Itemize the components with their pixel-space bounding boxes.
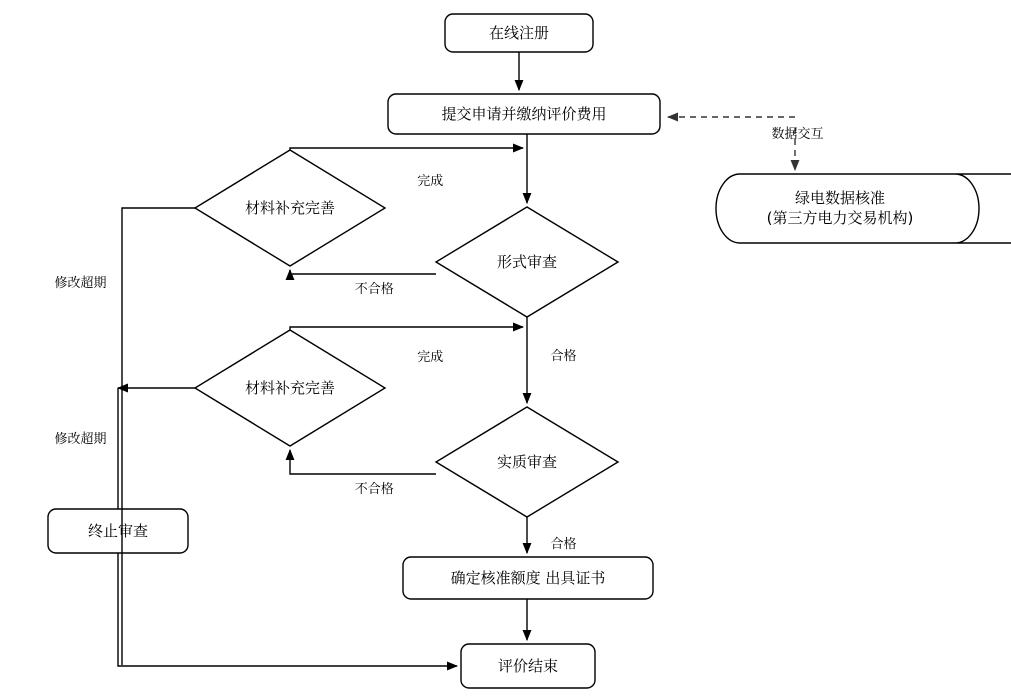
- subst-done-text: 完成: [417, 350, 444, 365]
- form-fail-text: 不合格: [354, 282, 394, 297]
- node-form-check-shape: [436, 207, 618, 317]
- edge-label-subst-pass: [534, 518, 584, 567]
- form-done-text: 完成: [417, 174, 444, 189]
- form-fix-text: 材料补充完善: [244, 198, 335, 217]
- edge-label-subst-done: [392, 331, 452, 380]
- overdue-bottom-text: 修改超期: [54, 432, 107, 447]
- form-check-text: 形式审查: [496, 252, 557, 271]
- subst-fix-text: 材料补充完善: [244, 378, 335, 397]
- subst-pass-text: 合格: [550, 537, 577, 552]
- node-green-data-shape: [716, 174, 1011, 243]
- register-text: 在线注册: [488, 23, 549, 42]
- node-register-shape: [445, 14, 593, 52]
- subst-fail-text: 不合格: [354, 482, 394, 497]
- node-subst-check-shape: [436, 407, 618, 517]
- submit-text: 提交申请并缴纳评价费用: [441, 104, 607, 123]
- finish-text: 评价结束: [497, 656, 558, 675]
- terminate-text: 终止审查: [87, 521, 148, 540]
- node-subst-fix-shape: [195, 330, 385, 446]
- edge-label-form-done: [392, 155, 452, 204]
- overdue-top-text: 修改超期: [54, 276, 107, 291]
- edge-form-fix-done: [290, 148, 523, 150]
- edge-label-data-exchange: [755, 108, 839, 157]
- node-certificate-shape: [403, 557, 653, 599]
- edge-form-fix-overdue: [122, 208, 195, 665]
- node-terminate-shape: [48, 509, 188, 553]
- node-submit-shape: [388, 94, 660, 134]
- green-data-text-line1: 绿电数据核准: [794, 188, 885, 207]
- node-form-fix-shape: [195, 150, 385, 266]
- certificate-text: 确定核准额度 出具证书: [450, 568, 606, 587]
- edge-subst-fix-done: [290, 327, 523, 330]
- edge-label-form-pass: [534, 330, 584, 379]
- node-finish-shape: [461, 644, 595, 688]
- edge-label-overdue-bottom: [38, 413, 122, 462]
- subst-check-text: 实质审查: [496, 452, 557, 471]
- edge-label-subst-fail: [330, 463, 402, 512]
- green-data-text-line2: (第三方电力交易机构): [766, 209, 914, 227]
- edge-label-form-fail: [330, 263, 402, 312]
- edge-label-overdue-top: [38, 257, 122, 306]
- data-exchange-text: 数据交互: [771, 127, 824, 142]
- form-pass-text: 合格: [550, 349, 577, 364]
